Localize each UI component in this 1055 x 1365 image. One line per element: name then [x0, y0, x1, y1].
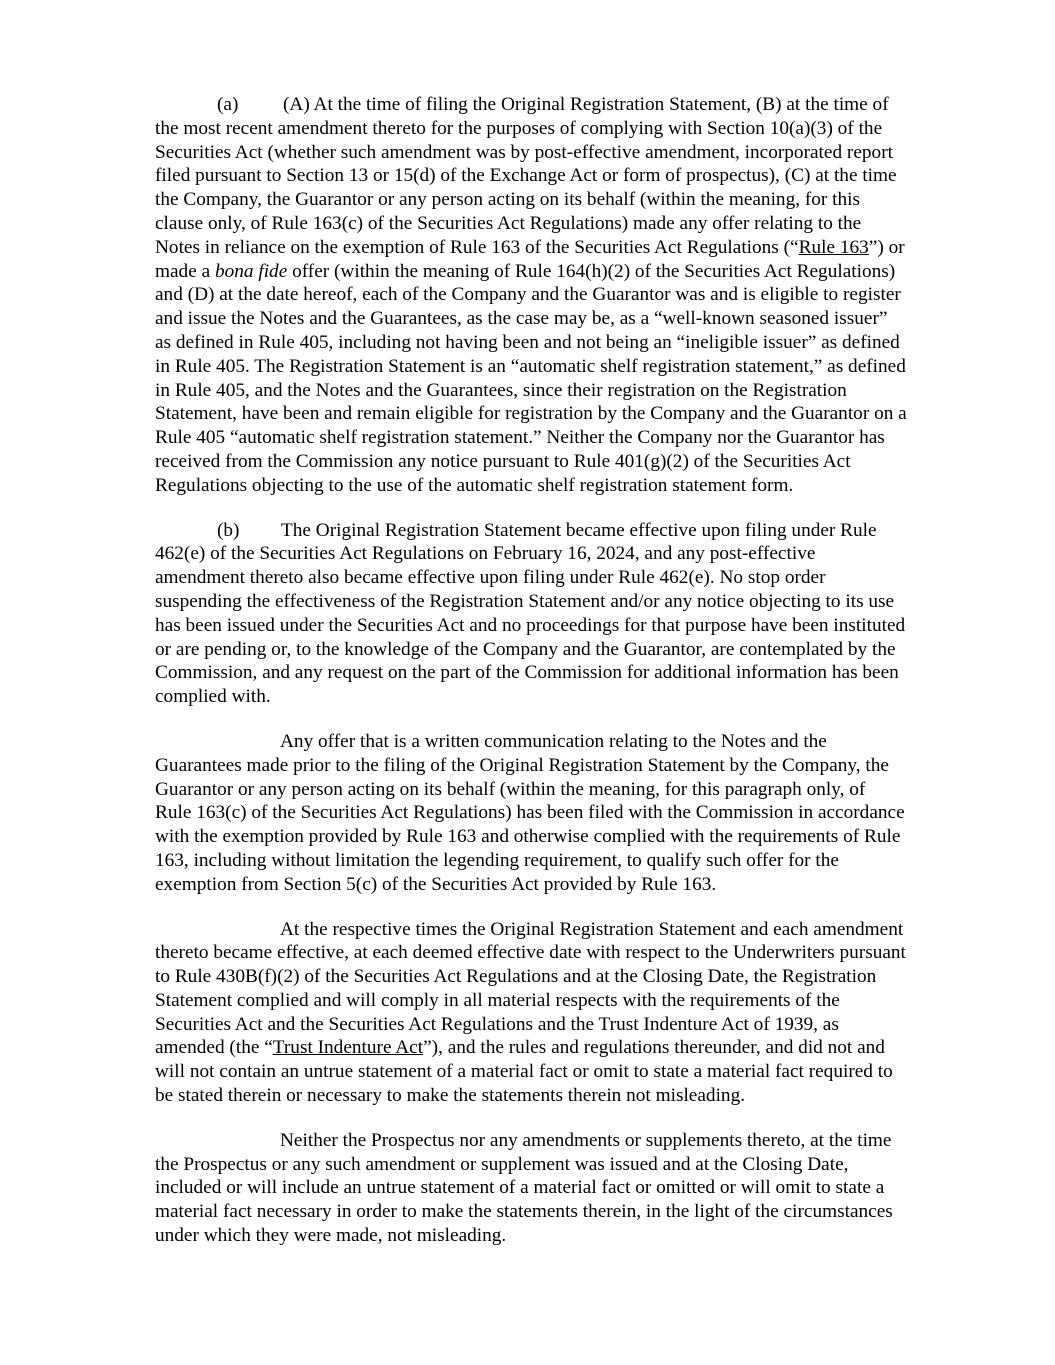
paragraph-line: exemption from Section 5(c) of the Securities Act provided by Rule 163. — [155, 873, 717, 895]
paragraph-line — [155, 519, 965, 543]
paragraph-line: included or will include an untrue statement of a material fact or omitted or will omit to state a — [155, 1177, 885, 1199]
paragraph-line: with the exemption provided by Rule 163 and otherwise complied with the requirements of Rule — [155, 826, 901, 848]
line-text: made a — [155, 260, 215, 282]
paragraph-line: Neither the Prospectus nor any amendments or supplements thereto, at the time — [280, 1129, 892, 1151]
defined-term-trust-indenture-act: Trust Indenture Act — [272, 1037, 424, 1059]
paragraph-line: thereto became effective, at each deemed effective date with respect to the Underwriters pursuant — [155, 942, 906, 964]
paragraph-written-offer — [155, 730, 965, 897]
italic-term: bona fide — [214, 260, 288, 282]
paragraph-line: Rule 405 “automatic shelf registration statement.” Neither the Company nor the Guarantor has — [155, 427, 885, 449]
paragraph-line: will not contain an untrue statement of a material fact or omit to state a material fact required to — [155, 1061, 893, 1083]
line-text: offer (within the meaning of Rule 164(h)(2) of the Securities Act Regulations) — [287, 260, 896, 282]
paragraph-line — [155, 260, 965, 284]
paragraph-line: Regulations objecting to the use of the automatic shelf registration statement form. — [155, 474, 794, 496]
paragraph-line: At the respective times the Original Registration Statement and each amendment — [280, 918, 904, 940]
paragraph-line: Statement complied and will comply in all material respects with the requirements of the — [155, 989, 840, 1011]
paragraph-line — [155, 236, 965, 260]
paragraph-line: 163, including without limitation the legending requirement, to qualify such offer for the — [155, 849, 839, 871]
paragraph-line: clause only, of Rule 163(c) of the Securities Act Regulations) made any offer relating to the — [155, 212, 862, 234]
paragraph-line: under which they were made, not misleading. — [155, 1225, 507, 1247]
paragraph-line: and (D) at the date hereof, each of the Company and the Guarantor was and is eligible to register — [155, 284, 901, 306]
line-text: The Original Registration Statement became effective upon filing under Rule — [281, 519, 877, 541]
paragraph-line: as defined in Rule 405, including not having been and not being an “ineligible issuer” as defined — [155, 331, 900, 353]
line-text: ”) or — [868, 236, 905, 258]
paragraph-line: Securities Act and the Securities Act Regulations and the Trust Indenture Act of 1939, as — [155, 1013, 839, 1035]
paragraph-line: be stated therein or necessary to make the statements therein not misleading. — [155, 1085, 746, 1107]
paragraph-line: to Rule 430B(f)(2) of the Securities Act Regulations and at the Closing Date, the Registration — [155, 966, 877, 988]
defined-term-rule-163: Rule 163 — [798, 236, 869, 258]
paragraph-prospectus — [155, 1129, 965, 1248]
paragraph-line: Guarantees made prior to the filing of the Original Registration Statement by the Company, the — [155, 754, 889, 776]
paragraph-line: Any offer that is a written communication relating to the Notes and the — [280, 730, 827, 752]
paragraph-line: amendment thereto also became effective upon filing under Rule 462(e). No stop order — [155, 567, 826, 589]
paragraph-line: complied with. — [155, 686, 271, 708]
paragraph-line: suspending the effectiveness of the Registration Statement and/or any notice objecting to its use — [155, 590, 895, 612]
paragraph-a — [155, 93, 965, 498]
item-label-a: (a) — [217, 94, 239, 115]
paragraph-line: Guarantor or any person acting on its behalf (within the meaning, for this paragraph only, of — [155, 778, 866, 800]
paragraph-line: has been issued under the Securities Act and no proceedings for that purpose have been instituted — [155, 614, 906, 636]
item-label-b: (b) — [217, 519, 240, 541]
paragraph-line — [155, 93, 965, 117]
paragraph-line: and issue the Notes and the Guarantees, as the case may be, as a “well-known seasoned issuer” — [155, 308, 888, 330]
paragraph-effective-times — [155, 918, 965, 1108]
paragraph-line: 462(e) of the Securities Act Regulations on February 16, 2024, and any post-effective — [155, 543, 816, 565]
paragraph-line: the Prospectus or any such amendment or supplement was issued and at the Closing Date, — [155, 1153, 849, 1175]
paragraph-line: Statement, have been and remain eligible for registration by the Company and the Guarantor on a — [155, 403, 907, 425]
paragraph-line: or are pending or, to the knowledge of the Company and the Guarantor, are contemplated by the — [155, 638, 896, 660]
line-text: (A) At the time of filing the Original Registration Statement, (B) at the time of — [283, 94, 889, 115]
paragraph-line: in Rule 405. The Registration Statement is an “automatic shelf registration statement,” as defined — [155, 355, 906, 377]
paragraph-line: Securities Act (whether such amendment was by post-effective amendment, incorporated report — [155, 141, 893, 163]
paragraph-line — [155, 1036, 965, 1060]
paragraph-b — [155, 519, 965, 709]
line-text: amended (the “ — [155, 1037, 273, 1059]
paragraph-line: Commission, and any request on the part of the Commission for additional information has been — [155, 662, 899, 684]
paragraph-line: received from the Commission any notice pursuant to Rule 401(g)(2) of the Securities Act — [155, 450, 851, 472]
paragraph-line: the most recent amendment thereto for the purposes of complying with Section 10(a)(3) of the — [155, 117, 883, 139]
paragraph-line: the Company, the Guarantor or any person acting on its behalf (within the meaning, for this — [155, 189, 861, 211]
line-text: Notes in reliance on the exemption of Rule 163 of the Securities Act Regulations (“ — [155, 236, 799, 258]
paragraph-line: material fact necessary in order to make the statements therein, in the light of the circumstances — [155, 1201, 893, 1223]
paragraph-line: filed pursuant to Section 13 or 15(d) of the Exchange Act or form of prospectus), (C) at the time — [155, 165, 897, 187]
paragraph-line: Rule 163(c) of the Securities Act Regulations) has been filed with the Commission in accordance — [155, 802, 905, 824]
paragraph-line: in Rule 405, and the Notes and the Guarantees, since their registration on the Registration — [155, 379, 847, 401]
line-text: ”), and the rules and regulations thereunder, and did not and — [423, 1037, 885, 1059]
document-page — [155, 93, 965, 1248]
